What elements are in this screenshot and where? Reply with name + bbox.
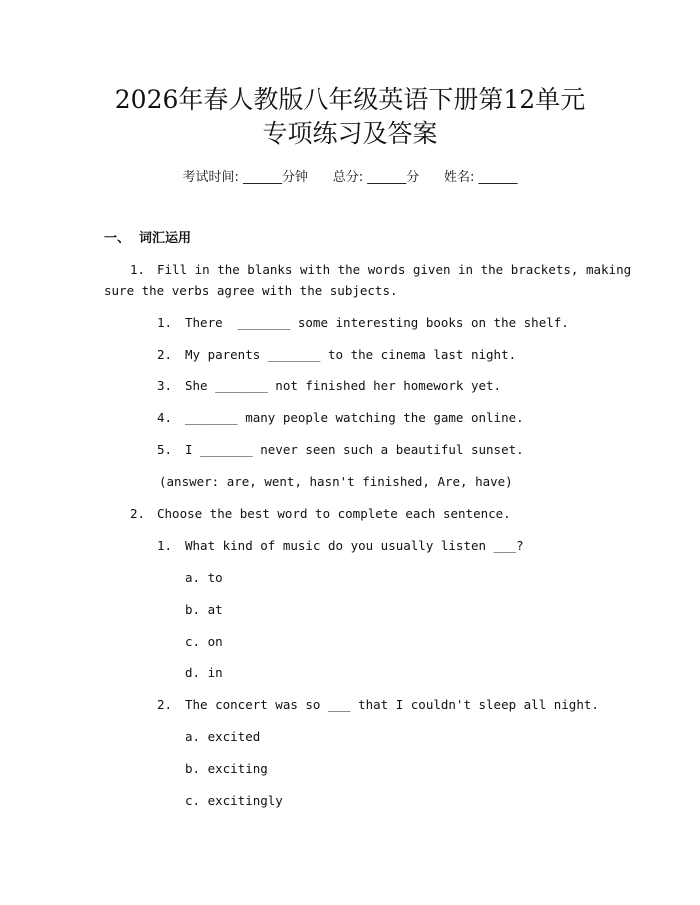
q1-item-4-text: _______ many people watching the game online. xyxy=(185,410,524,425)
question-1-number: 1. xyxy=(130,262,146,277)
q2-sub-2-option-a: a. excited xyxy=(185,729,261,744)
q2-sub-1-option-d: d. in xyxy=(185,665,223,680)
q2-sub-1-number: 1. xyxy=(157,538,173,553)
q1-item-3-number: 3. xyxy=(157,378,173,393)
document-title-line-2: 专项练习及答案 xyxy=(262,119,438,148)
q1-item-4-number: 4. xyxy=(157,410,173,425)
q1-item-1-number: 1. xyxy=(157,315,173,330)
q2-sub-2-text: The concert was so ___ that I couldn't sleep all night. xyxy=(185,697,599,712)
exam-info-line: 考试时间: ______分钟 总分: ______分 姓名: ______ xyxy=(182,170,518,185)
question-1-instruction-line-2: sure the verbs agree with the subjects. xyxy=(104,283,398,298)
q2-sub-2-option-b: b. exciting xyxy=(185,761,268,776)
section-heading-vocabulary: 一、 词汇运用 xyxy=(104,231,192,246)
question-2-number: 2. xyxy=(130,506,146,521)
document-title-line-1: 2026年春人教版八年级英语下册第12单元 xyxy=(114,85,586,114)
q2-sub-1-option-c: c. on xyxy=(185,634,223,649)
q1-item-1-text: There _______ some interesting books on the shelf. xyxy=(185,315,569,330)
q2-sub-1-option-b: b. at xyxy=(185,602,223,617)
q1-item-5-number: 5. xyxy=(157,442,173,457)
q1-item-2-number: 2. xyxy=(157,347,173,362)
q2-sub-1-text: What kind of music do you usually listen ___? xyxy=(185,538,524,553)
q2-sub-2-option-c: c. excitingly xyxy=(185,793,283,808)
question-2-instruction: Choose the best word to complete each sentence. xyxy=(157,506,511,521)
q2-sub-2-number: 2. xyxy=(157,697,173,712)
q2-sub-1-option-a: a. to xyxy=(185,570,223,585)
q1-answer-key: (answer: are, went, hasn't finished, Are, have) xyxy=(159,474,513,489)
q1-item-2-text: My parents _______ to the cinema last night. xyxy=(185,347,517,362)
q1-item-3-text: She _______ not finished her homework yet. xyxy=(185,378,502,393)
question-1-instruction-line-1: Fill in the blanks with the words given in the brackets, making xyxy=(157,262,632,277)
q1-item-5-text: I _______ never seen such a beautiful sunset. xyxy=(185,442,524,457)
